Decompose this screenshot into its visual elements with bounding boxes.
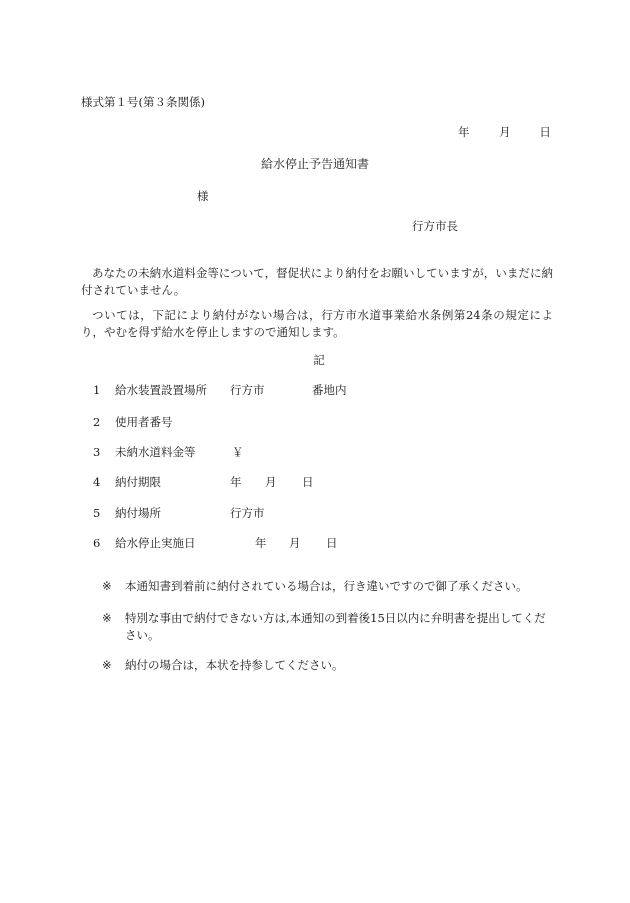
note-text: 本通知書到着前に納付されている場合は，行き違いですので御了承ください。 — [125, 579, 528, 593]
date-line — [458, 124, 551, 141]
note-3 — [102, 657, 557, 674]
recipient-suffix: 様 — [197, 189, 209, 203]
item-value-banchi: 番地内 — [312, 383, 347, 397]
item-value-year: 年 — [255, 536, 267, 550]
item-value-month: 月 — [265, 475, 277, 489]
note-mark: ※ — [102, 611, 112, 625]
item-label: 給水装置設置場所 — [115, 383, 207, 397]
item-label: 給水停止実施日 — [115, 536, 196, 550]
item-number: 4 — [93, 475, 101, 489]
item-number: 6 — [93, 536, 101, 550]
note-2 — [102, 610, 554, 643]
item-label: 納付期限 — [115, 475, 161, 489]
note-mark: ※ — [102, 579, 112, 593]
item-label: 未納水道料金等 — [115, 445, 196, 459]
sender-name: 行方市長 — [412, 219, 458, 233]
paragraph-2: ついては，下記により納付がない場合は，行方市水道事業給水条例第24条の規定により，やむを得ず給水を停止しますので通知します。 — [81, 308, 553, 339]
item-label: 使用者番号 — [115, 415, 173, 429]
date-month: 月 — [499, 125, 511, 139]
item-value-city: 行方市 — [230, 383, 265, 397]
item-value-city: 行方市 — [230, 506, 265, 520]
note-text: 特別な事由で納付できない方は,本通知の到着後15日以内に弁明書を提出してください。 — [125, 611, 546, 642]
item-number: 2 — [93, 415, 101, 429]
item-value-day: 日 — [326, 536, 338, 550]
item-value-day: 日 — [302, 475, 314, 489]
item-number: 5 — [93, 506, 101, 520]
item-value-year: 年 — [230, 475, 242, 489]
note-text: 納付の場合は，本状を持参してください。 — [125, 658, 344, 672]
date-day: 日 — [539, 125, 551, 139]
date-year: 年 — [458, 125, 470, 139]
item-number: 1 — [93, 383, 101, 397]
item-number: 3 — [93, 445, 101, 459]
paragraph-1: あなたの未納水道料金等について，督促状により納付をお願いしていますが，いまだに納付されていません。 — [81, 266, 553, 297]
note-mark: ※ — [102, 658, 112, 672]
item-value-yen: ￥ — [232, 445, 244, 459]
document-title: 給水停止予告通知書 — [260, 157, 369, 171]
item-value-month: 月 — [289, 536, 301, 550]
form-number: 様式第１号(第３条関係) — [81, 95, 205, 109]
note-1 — [102, 578, 557, 595]
item-label: 納付場所 — [115, 506, 161, 520]
ki-heading: 記 — [313, 353, 325, 367]
